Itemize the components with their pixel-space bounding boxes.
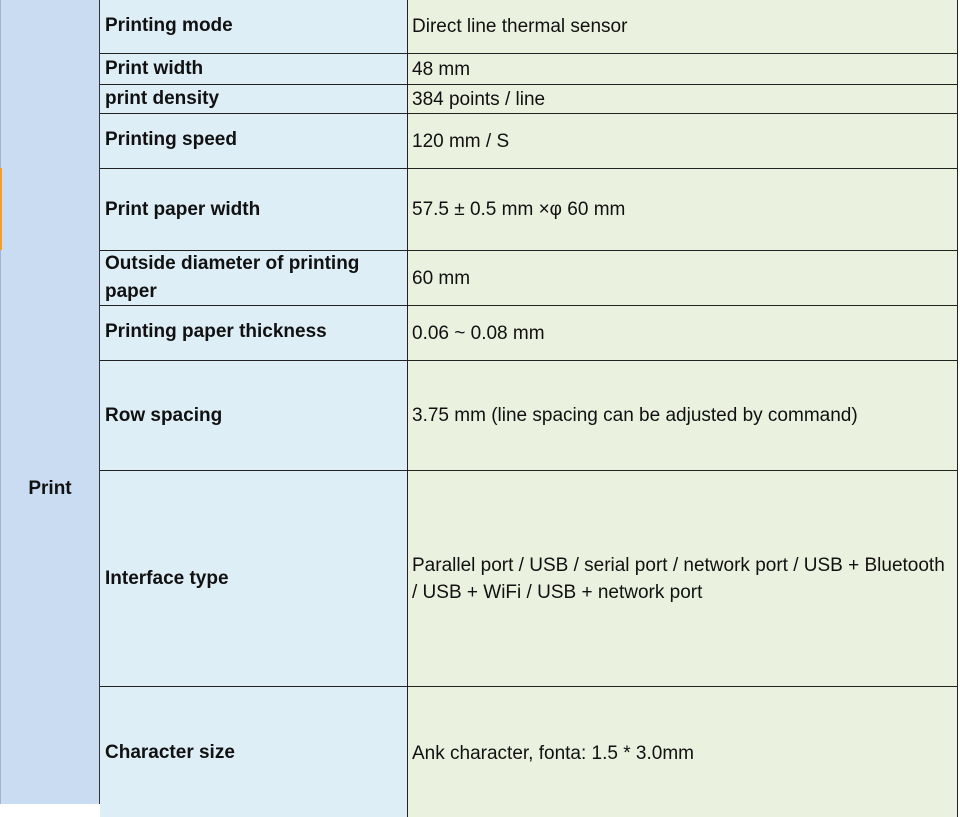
spec-value: 3.75 mm (line spacing can be adjusted by command) — [408, 361, 958, 470]
spec-value: 384 points / line — [408, 85, 958, 113]
table-row — [100, 251, 958, 306]
spec-key: Character size — [100, 687, 408, 817]
spec-value: Direct line thermal sensor — [408, 0, 958, 53]
table-row — [100, 306, 958, 361]
edge-marker — [0, 168, 2, 250]
left-border — [0, 0, 1, 804]
spec-value: 0.06 ~ 0.08 mm — [408, 306, 958, 360]
table-row — [100, 54, 958, 85]
spec-value: Parallel port / USB / serial port / network port / USB + Bluetooth / USB + WiFi / USB + network port — [408, 471, 958, 686]
spec-value: 60 mm — [408, 251, 958, 305]
table-row — [100, 169, 958, 251]
table-row — [100, 361, 958, 471]
spec-value: 57.5 ± 0.5 mm ×φ 60 mm — [408, 169, 958, 250]
table-row — [100, 471, 958, 687]
spec-key: Row spacing — [100, 361, 408, 470]
section-column — [0, 0, 100, 804]
section-label: Print — [28, 478, 72, 499]
spec-value: 48 mm — [408, 54, 958, 84]
spec-value: Ank character, fonta: 1.5 * 3.0mm — [408, 687, 958, 817]
table-row — [100, 687, 958, 817]
table-row — [100, 0, 958, 54]
spec-key: print density — [100, 85, 408, 113]
spec-key: Printing speed — [100, 114, 408, 168]
spec-key: Outside diameter of printing paper — [100, 251, 408, 305]
spec-value: 120 mm / S — [408, 114, 958, 168]
spec-key: Interface type — [100, 471, 408, 686]
table-row — [100, 114, 958, 169]
spec-key: Print width — [100, 54, 408, 84]
table-row — [100, 85, 958, 114]
spec-key: Print paper width — [100, 169, 408, 250]
spec-key: Printing paper thickness — [100, 306, 408, 360]
spec-key: Printing mode — [100, 0, 408, 53]
